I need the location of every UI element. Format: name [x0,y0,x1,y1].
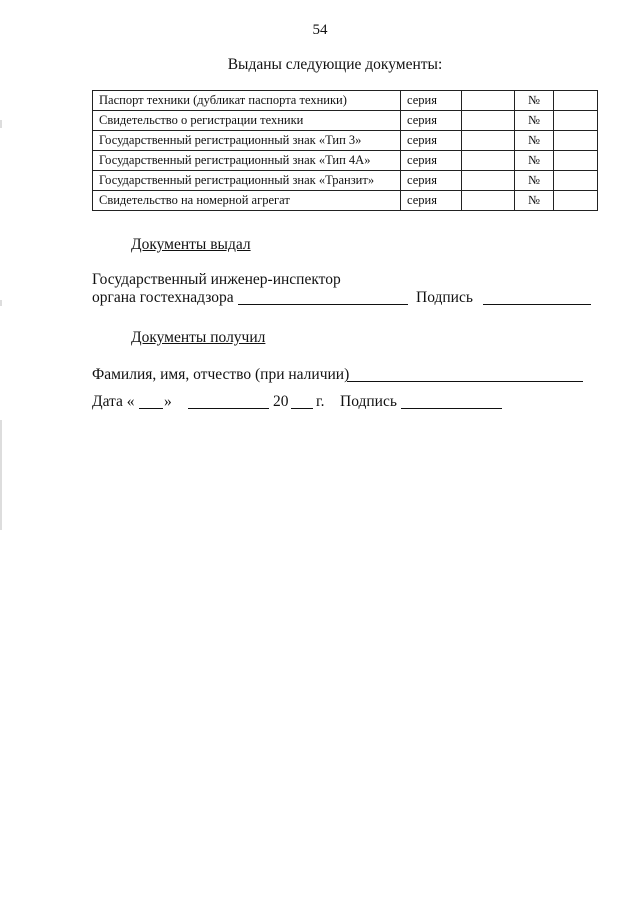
table-row [93,191,598,211]
number-label: № [515,131,554,151]
document-name: Государственный регистрационный знак «Тип 4А» [93,151,401,171]
series-label: серия [401,111,462,131]
documents-table [92,90,598,211]
date-year-field[interactable] [291,408,313,409]
number-value-field[interactable] [554,171,598,191]
issuer-role-line2: органа гостехнадзора [92,289,234,306]
table-row [93,111,598,131]
issued-section-title: Документы выдал [131,236,251,253]
table-row [93,91,598,111]
number-label: № [515,111,554,131]
page-number: 54 [312,22,328,38]
series-value-field[interactable] [462,111,515,131]
number-label: № [515,151,554,171]
year-prefix: 20 [273,393,289,410]
document-name: Государственный регистрационный знак «Транзит» [93,171,401,191]
issuer-signature-label: Подпись [416,289,473,306]
received-section-title: Документы получил [131,329,266,346]
number-label: № [515,191,554,211]
issuer-signature-field[interactable] [483,304,591,305]
number-value-field[interactable] [554,191,598,211]
number-value-field[interactable] [554,91,598,111]
series-value-field[interactable] [462,151,515,171]
margin-mark [0,120,2,128]
margin-mark [0,420,2,530]
document-name: Государственный регистрационный знак «Тип 3» [93,131,401,151]
document-name: Свидетельство о регистрации техники [93,111,401,131]
date-label: Дата « [92,393,135,410]
receiver-signature-label: Подпись [340,393,397,410]
table-row [93,171,598,191]
number-value-field[interactable] [554,151,598,171]
series-value-field[interactable] [462,171,515,191]
series-label: серия [401,91,462,111]
document-name: Свидетельство на номерной агрегат [93,191,401,211]
issuer-role-line1: Государственный инженер-инспектор [92,271,341,288]
issuer-name-field[interactable] [238,304,408,305]
number-value-field[interactable] [554,111,598,131]
date-month-field[interactable] [188,408,269,409]
page-heading: Выданы следующие документы: [227,56,443,73]
document-name: Паспорт техники (дубликат паспорта техники) [93,91,401,111]
table-row [93,151,598,171]
series-label: серия [401,131,462,151]
table-row [93,131,598,151]
date-day-field[interactable] [139,408,163,409]
margin-mark [0,300,2,306]
series-value-field[interactable] [462,131,515,151]
number-value-field[interactable] [554,131,598,151]
date-quote-close: » [164,393,172,410]
year-suffix: г. [316,393,325,410]
series-value-field[interactable] [462,191,515,211]
series-value-field[interactable] [462,91,515,111]
number-label: № [515,91,554,111]
fio-field[interactable] [347,381,583,382]
number-label: № [515,171,554,191]
series-label: серия [401,191,462,211]
series-label: серия [401,171,462,191]
receiver-signature-field[interactable] [401,408,502,409]
fio-label: Фамилия, имя, отчество (при наличии) [92,366,350,383]
series-label: серия [401,151,462,171]
